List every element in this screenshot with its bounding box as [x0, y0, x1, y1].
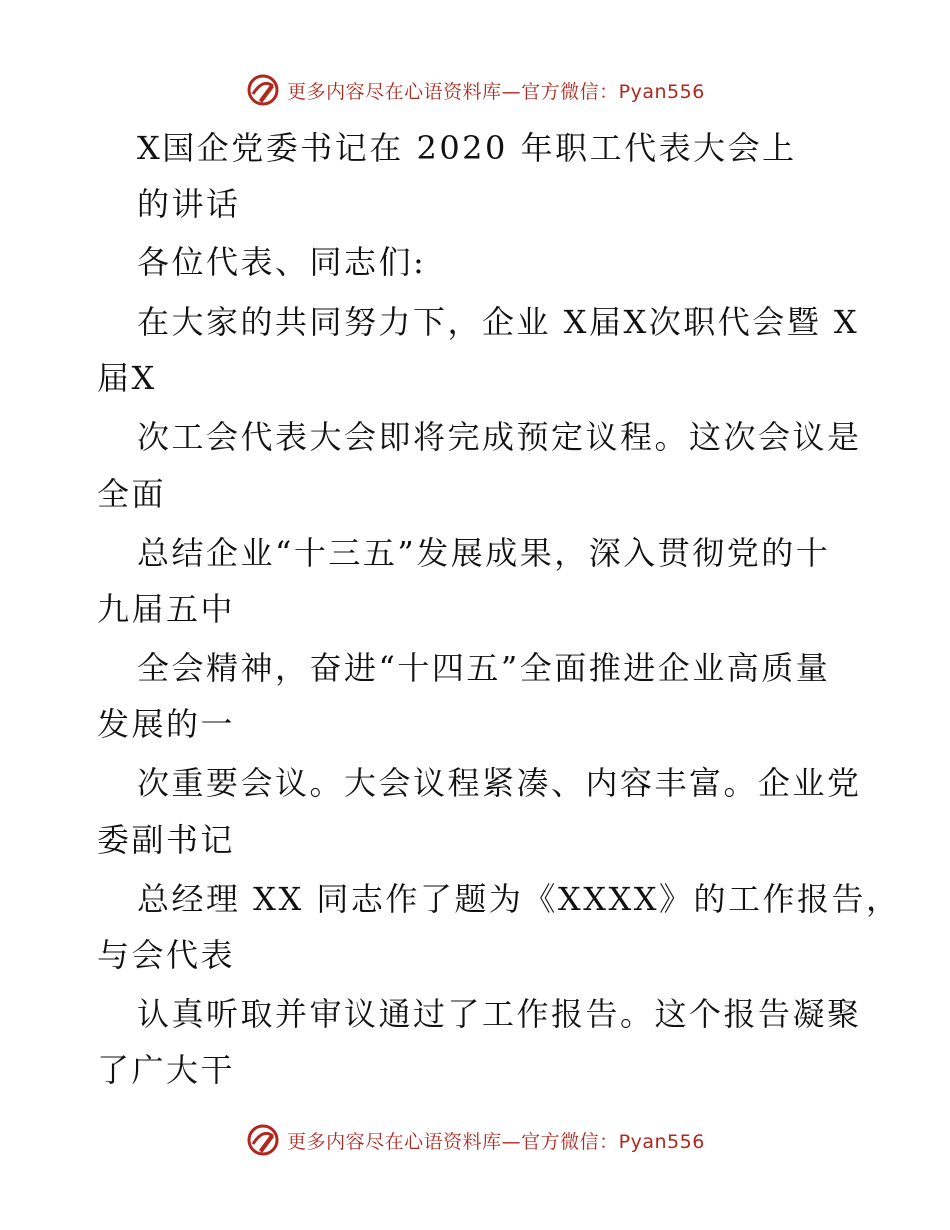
header-banner [0, 70, 950, 110]
doc-title-line-2: 的讲话 [137, 185, 241, 223]
paragraph-line: 委副书记 [97, 821, 236, 859]
paragraph-line: 发展的一 [97, 705, 236, 743]
paragraph-line: 全会精神，奋进“十四五”全面推进企业高质量 [137, 649, 831, 687]
salutation: 各位代表、同志们: [137, 243, 427, 281]
paragraph-line: 九届五中 [97, 590, 236, 628]
paragraph-line: 次工会代表大会即将完成预定议程。这次会议是 [137, 418, 862, 456]
paragraph-line: 全面 [97, 475, 167, 513]
footer-banner-text: 更多内容尽在心语资料库—官方微信：Pyan556 [287, 1130, 705, 1153]
doc-title-line-1: X国企党委书记在 2020 年职工代表大会上 [137, 129, 797, 167]
pen-swirl-logo-icon [245, 72, 281, 108]
paragraph-line: 届X [97, 359, 157, 397]
paragraph-line: 认真听取并审议通过了工作报告。这个报告凝聚 [137, 995, 862, 1033]
paragraph-line: 在大家的共同努力下，企业 X届X次职代会暨 X [137, 303, 860, 341]
paragraph-line: 总结企业“十三五”发展成果，深入贯彻党的十 [137, 534, 831, 572]
paragraph-line: 次重要会议。大会议程紧凑、内容丰富。企业党 [137, 764, 862, 802]
paragraph-line: 了广大干 [97, 1051, 236, 1089]
paragraph-line: 与会代表 [97, 936, 236, 974]
paragraph-line: 总经理 XX 同志作了题为《XXXX》的工作报告， [137, 880, 901, 918]
header-banner-text: 更多内容尽在心语资料库—官方微信：Pyan556 [287, 80, 705, 103]
footer-banner [0, 1120, 950, 1160]
pen-swirl-logo-icon [245, 1122, 281, 1158]
